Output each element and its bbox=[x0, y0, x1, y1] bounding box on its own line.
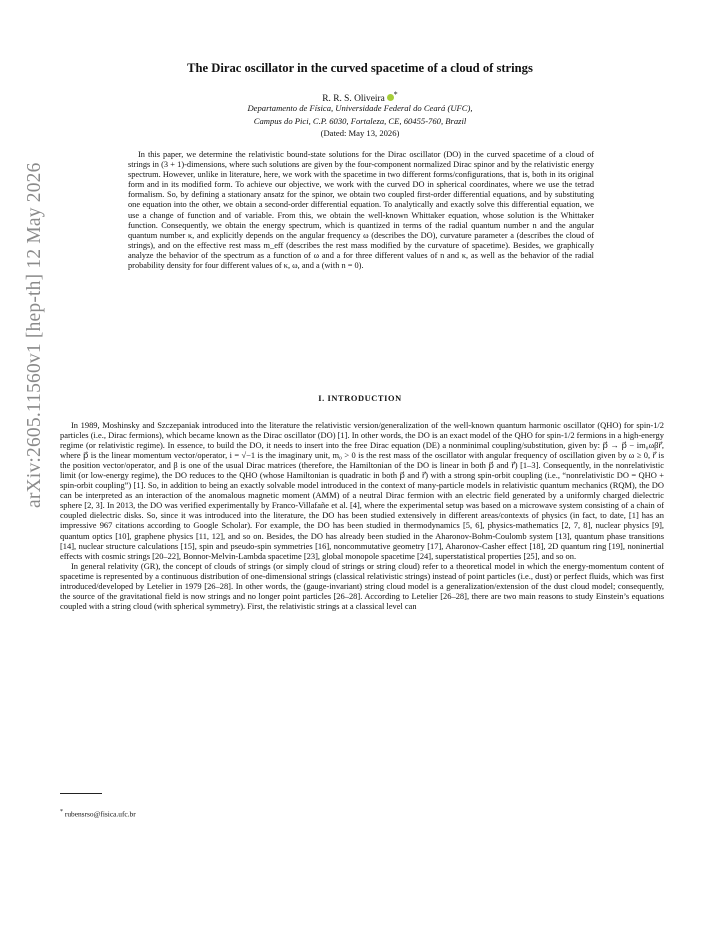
affiliation-line-1: Departamento de Física, Universidade Federal do Ceará (UFC), bbox=[247, 103, 473, 113]
body-paragraph-2: In general relativity (GR), the concept of clouds of strings (or simply cloud of strings or string cloud) refer to a theoretical model in which the energy-momentum content of spacetime is represented by a continuous distribution of one-dimensional strings (classical relativistic strings) instead of point particles (i.e., dust) or perfect fluids, which was first introduced/developed by Letelier in 1979 [26–28]. In other words, the (gauge-invariant) string cloud model is a generalization/extension of the dust cloud model; consequently, the source of the gravitational field is now strings and no longer point particles [26–28]. According to Letelier [26–28], there are two main reasons to study Einstein’s equations coupled with a string cloud (with spherical symmetry). First, the relativistic strings at a classical level can bbox=[60, 560, 664, 611]
body-paragraph-1: In 1989, Moshinsky and Szczepaniak introduced into the literature the relativistic version/generalization of the well-known quantum harmonic oscillator (QHO) for spin-1/2 particles (i.e., Dirac fermions), which became known as the Dirac oscillator (DO) [1]. In other words, the DO is an exact model of the QHO for spin-1/2 fermions in a high-energy regime (or relativistic regime). In essence, to build the DO, it needs to insert into the free Dirac equation (DE) a nonminimal coupling/substitution, given by: p⃗ → p⃗ − im₀ωβr⃗, where p⃗ is the linear momentum vector/operator, i = √−1 is the imaginary unit, m₀ > 0 is the rest mass of the oscillator with angular frequency of oscillation given by ω ≥ 0, r⃗ is the position vector/operator, and β is one of the usual Dirac matrices (therefore, the Hamiltonian of the DO is linear in both p⃗ and r⃗) [1–3]. Consequently, in the nonrelativistic limit (or low-energy regime), the DO reduces to the QHO (whose Hamiltonian is quadratic in both p⃗ and r⃗) with a strong spin-orbit coupling (i.e., “nonrelativistic DO = QHO + spin-orbit coupling”) [1]. So, in addition to being an exactly solvable model introduced in the context of many-particle models in relativistic quantum mechanics (RQM), the DO can be interpreted as an interaction of the anomalous magnetic moment (AMM) of a neutral Dirac fermion with an electric field generated by a uniformly charged dielectric sphere [2, 3]. In 2013, the DO was verified experimentally by Franco-Villafañe et al. [4], where the experimental setup was based on a microwave system consisting of a chain of coupled dielectric disks. So, since it was introduced into the literature, the DO has been studied extensively in different areas/contexts of physics (in fact, to date, [1] has an impressive 967 citations according to Google Scholar). For example, the DO has been studied in thermodynamics [5, 6], physics-mathematics [2, 7, 8], nuclear physics [9], quantum optics [10], graphene physics [11, 12], and so on. Besides, the DO has already been studied in the Aharonov-Bohm-Coulomb system [13], quantum phase transitions [14], nuclear structure calculations [15], spin and pseudo-spin symmetries [16], noncommutative geometry [17], Aharonov-Casher effect [18], 2D quantum ring [19], noninertial effects with cosmic strings [20–22], Bonnor-Melvin-Lambda spacetime [23], global monopole spacetime [24], superstatistical properties [25], and so on. bbox=[60, 420, 664, 561]
abstract-text: In this paper, we determine the relativistic bound-state solutions for the Dirac oscillator (DO) in the curved spacetime of a cloud of strings in (3 + 1)-dimensions, where such solutions are given by the four-component normalized Dirac spinor and by the relativistic energy spectrum. However, unlike in literature, here, we work with the spacetime in two different forms/configurations, that is, both in its original form and in its modified form. To achieve our objective, we work with the curved DO in spherical coordinates, where we use the tetrad formalism. So, by defining a stationary ansatz for the spinor, we obtain two coupled first-order differential equations, and by substituting one equation into the other, we obtain a second-order differential equation. To analytically and exactly solve this differential equation, we use a change of function and of variable. From this, we obtain the well-known Whittaker equation, whose solution is the Whittaker function. Consequently, we obtain the energy spectrum, which is quantized in terms of the radial quantum number n and the angular quantum number κ, and explicitly depends on the angular frequency ω (describes the DO), curvature parameter a (describes the cloud of strings), and on the effective rest mass m_eff (describes the rest mass modified by the curvature of spacetime). Besides, we graphically analyze the behavior of the spectrum as a function of ω and a for three different values of n and κ, as well as the behavior of the radial probability density for four different values of κ, ω, and a (with n = 0). bbox=[128, 150, 594, 271]
footnote-email[interactable]: rubensrso@fisica.ufc.br bbox=[64, 809, 136, 819]
footnote bbox=[60, 809, 136, 818]
section-heading-introduction: I. INTRODUCTION bbox=[318, 394, 402, 403]
paper-title: The Dirac oscillator in the curved spacetime of a cloud of strings bbox=[187, 61, 533, 75]
affiliation-line-2: Campus do Pici, C.P. 6030, Fortaleza, CE, 60455-760, Brazil bbox=[253, 116, 467, 126]
arxiv-identifier: arXiv:2605.11560v1 [hep-th] 12 May 2026 bbox=[24, 162, 45, 508]
introduction-body bbox=[60, 420, 664, 611]
footnote-divider bbox=[60, 793, 102, 794]
author-name: R. R. S. Oliveira bbox=[322, 94, 385, 105]
date-line: (Dated: May 13, 2026) bbox=[320, 128, 400, 138]
orcid-icon[interactable] bbox=[387, 94, 394, 101]
footnote-mark: * bbox=[60, 809, 63, 815]
author-footnote-mark: * bbox=[393, 90, 398, 99]
author-line bbox=[60, 90, 660, 104]
